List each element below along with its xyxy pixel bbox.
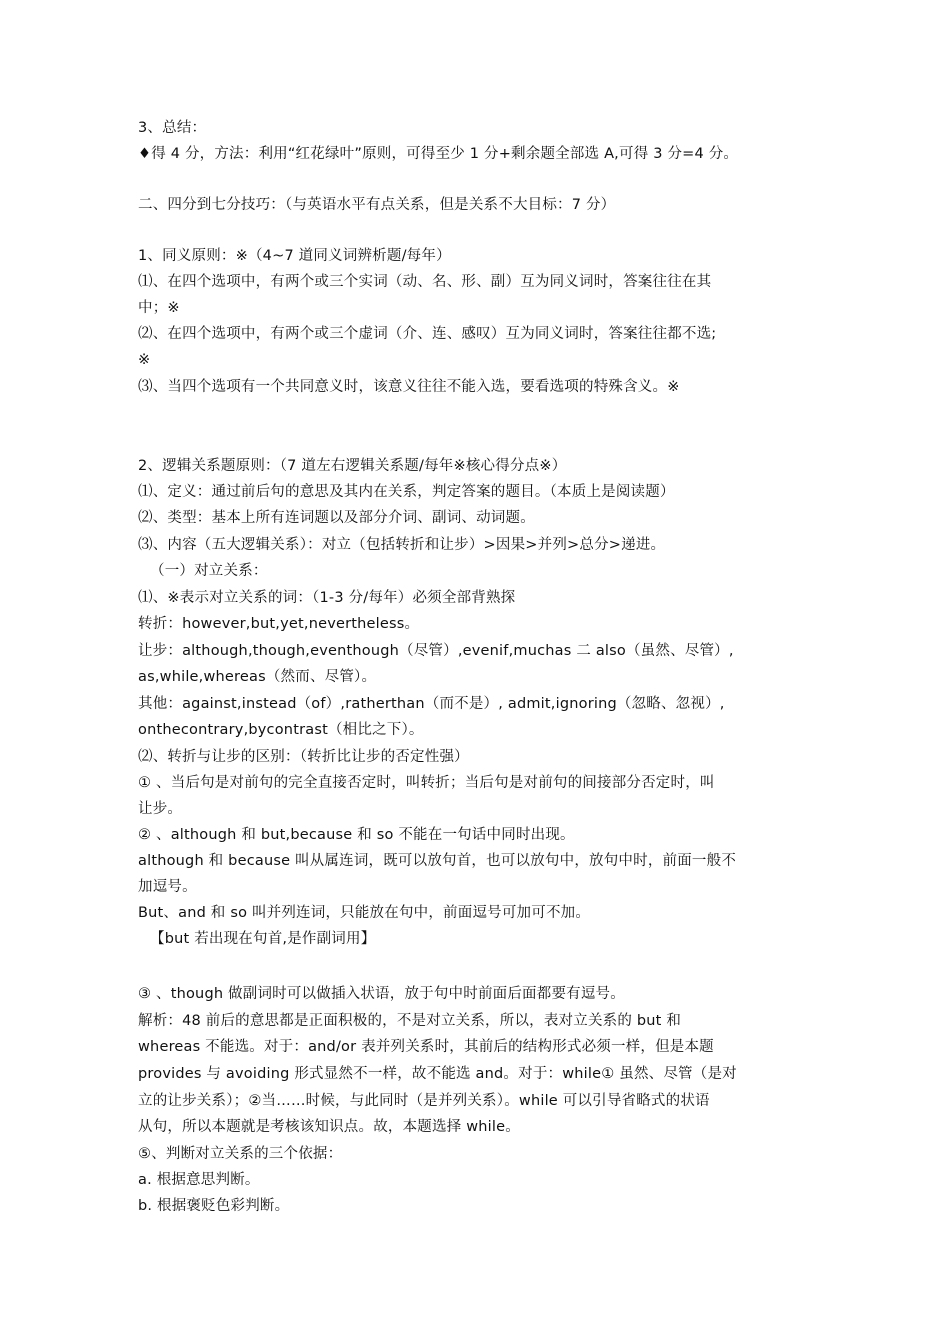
logic-definition: ⑴、定义：通过前后句的意思及其内在关系，判定答案的题目。（本质上是阅读题） [138, 484, 675, 500]
analysis-line-4: 立的让步关系）；②当……时候，与此同时（是并列关系）。while 可以引导省略式的状语 [138, 1093, 710, 1109]
synonym-principle-heading: 1、同义原则：※（4~7 道同义词辨析题/每年） [138, 248, 451, 264]
subordinate-conjunctions: although 和 because 叫从属连词，既可以放句首，也可以放句中，放句中时，前面一般不 [138, 853, 737, 869]
synonym-point-2-cont: ※ [138, 352, 151, 368]
criteria-b: b. 根据褒贬色彩判断。 [138, 1198, 290, 1214]
synonym-point-1: ⑴、在四个选项中，有两个或三个实词（动、名、形、副）互为同义词时，答案往往在其 [138, 274, 712, 290]
synonym-point-2: ⑵、在四个选项中，有两个或三个虚词（介、连、感叹）互为同义词时，答案往往都不选; [138, 326, 717, 342]
difference-point-1: ① 、当后句是对前句的完全直接否定时，叫转折；当后句是对前句的间接部分否定时，叫 [138, 775, 715, 791]
analysis-line-5: 从句，所以本题就是考核该知识点。故，本题选择 while。 [138, 1119, 520, 1135]
coordinate-conjunctions: But、and 和 so 叫并列连词，只能放在句中，前面逗号可加可不加。 [138, 905, 591, 921]
concession-words: 让步：although,though,eventhough（尽管）,evenif,muchas 二 also（虽然、尽管）, [138, 643, 734, 659]
other-words: 其他：against,instead（of）,ratherthan（而不是）, admit,ignoring（忽略、忽视）, [138, 696, 725, 712]
subordinate-conjunctions-cont: 加逗号。 [138, 879, 197, 895]
synonym-point-1-cont: 中；※ [138, 300, 180, 316]
criteria-a: a. 根据意思判断。 [138, 1172, 260, 1188]
logic-contents: ⑶、内容（五大逻辑关系）：对立（包括转折和让步）>因果>并列>总分>递进。 [138, 537, 666, 553]
summary-method-text: ♦得 4 分，方法：利用“红花绿叶”原则，可得至少 1 分+剩余题全部选 A,可得 3 分=4 分。 [138, 146, 739, 162]
analysis-line-1: 解析：48 前后的意思都是正面积极的，不是对立关系，所以，表对立关系的 but 和 [138, 1013, 682, 1029]
logic-types: ⑵、类型：基本上所有连词题以及部分介词、副词、动词题。 [138, 510, 535, 526]
turning-words: 转折：however,but,yet,nevertheless。 [138, 616, 420, 632]
synonym-point-3: ⑶、当四个选项有一个共同意义时，该意义往往不能入选，要看选项的特殊含义。※ [138, 379, 680, 395]
opposition-words-heading: ⑴、※表示对立关系的词：（1-3 分/每年）必须全部背熟探 [138, 590, 516, 606]
section-two-heading: 二、四分到七分技巧：（与英语水平有点关系，但是关系不大目标：7 分） [138, 197, 616, 213]
but-adverb-note: 【but 若出现在句首,是作副词用】 [150, 931, 376, 947]
analysis-line-2: whereas 不能选。对于：and/or 表并列关系时，其前后的结构形式必须一样，但是本题 [138, 1039, 714, 1055]
difference-point-3: ③ 、though 做副词时可以做插入状语，放于句中时前面后面都要有逗号。 [138, 986, 625, 1002]
logic-principle-heading: 2、逻辑关系题原则：（7 道左右逻辑关系题/每年※核心得分点※） [138, 458, 567, 474]
difference-point-2: ② 、although 和 but,because 和 so 不能在一句话中同时出现。 [138, 827, 575, 843]
concession-words-cont: as,while,whereas（然而、尽管）。 [138, 669, 377, 685]
difference-heading: ⑵、转折与让步的区别：（转折比让步的否定性强） [138, 749, 469, 765]
other-words-cont: onthecontrary,bycontrast（相比之下）。 [138, 722, 424, 738]
analysis-line-3: provides 与 avoiding 形式显然不一样，故不能选 and。对于：while① 虽然、尽管（是对 [138, 1066, 737, 1082]
difference-point-1-cont: 让步。 [138, 801, 183, 817]
section-summary-heading: 3、总结： [138, 120, 207, 136]
criteria-heading: ⑤、判断对立关系的三个依据： [138, 1146, 343, 1162]
opposition-heading: （一）对立关系： [150, 563, 268, 579]
